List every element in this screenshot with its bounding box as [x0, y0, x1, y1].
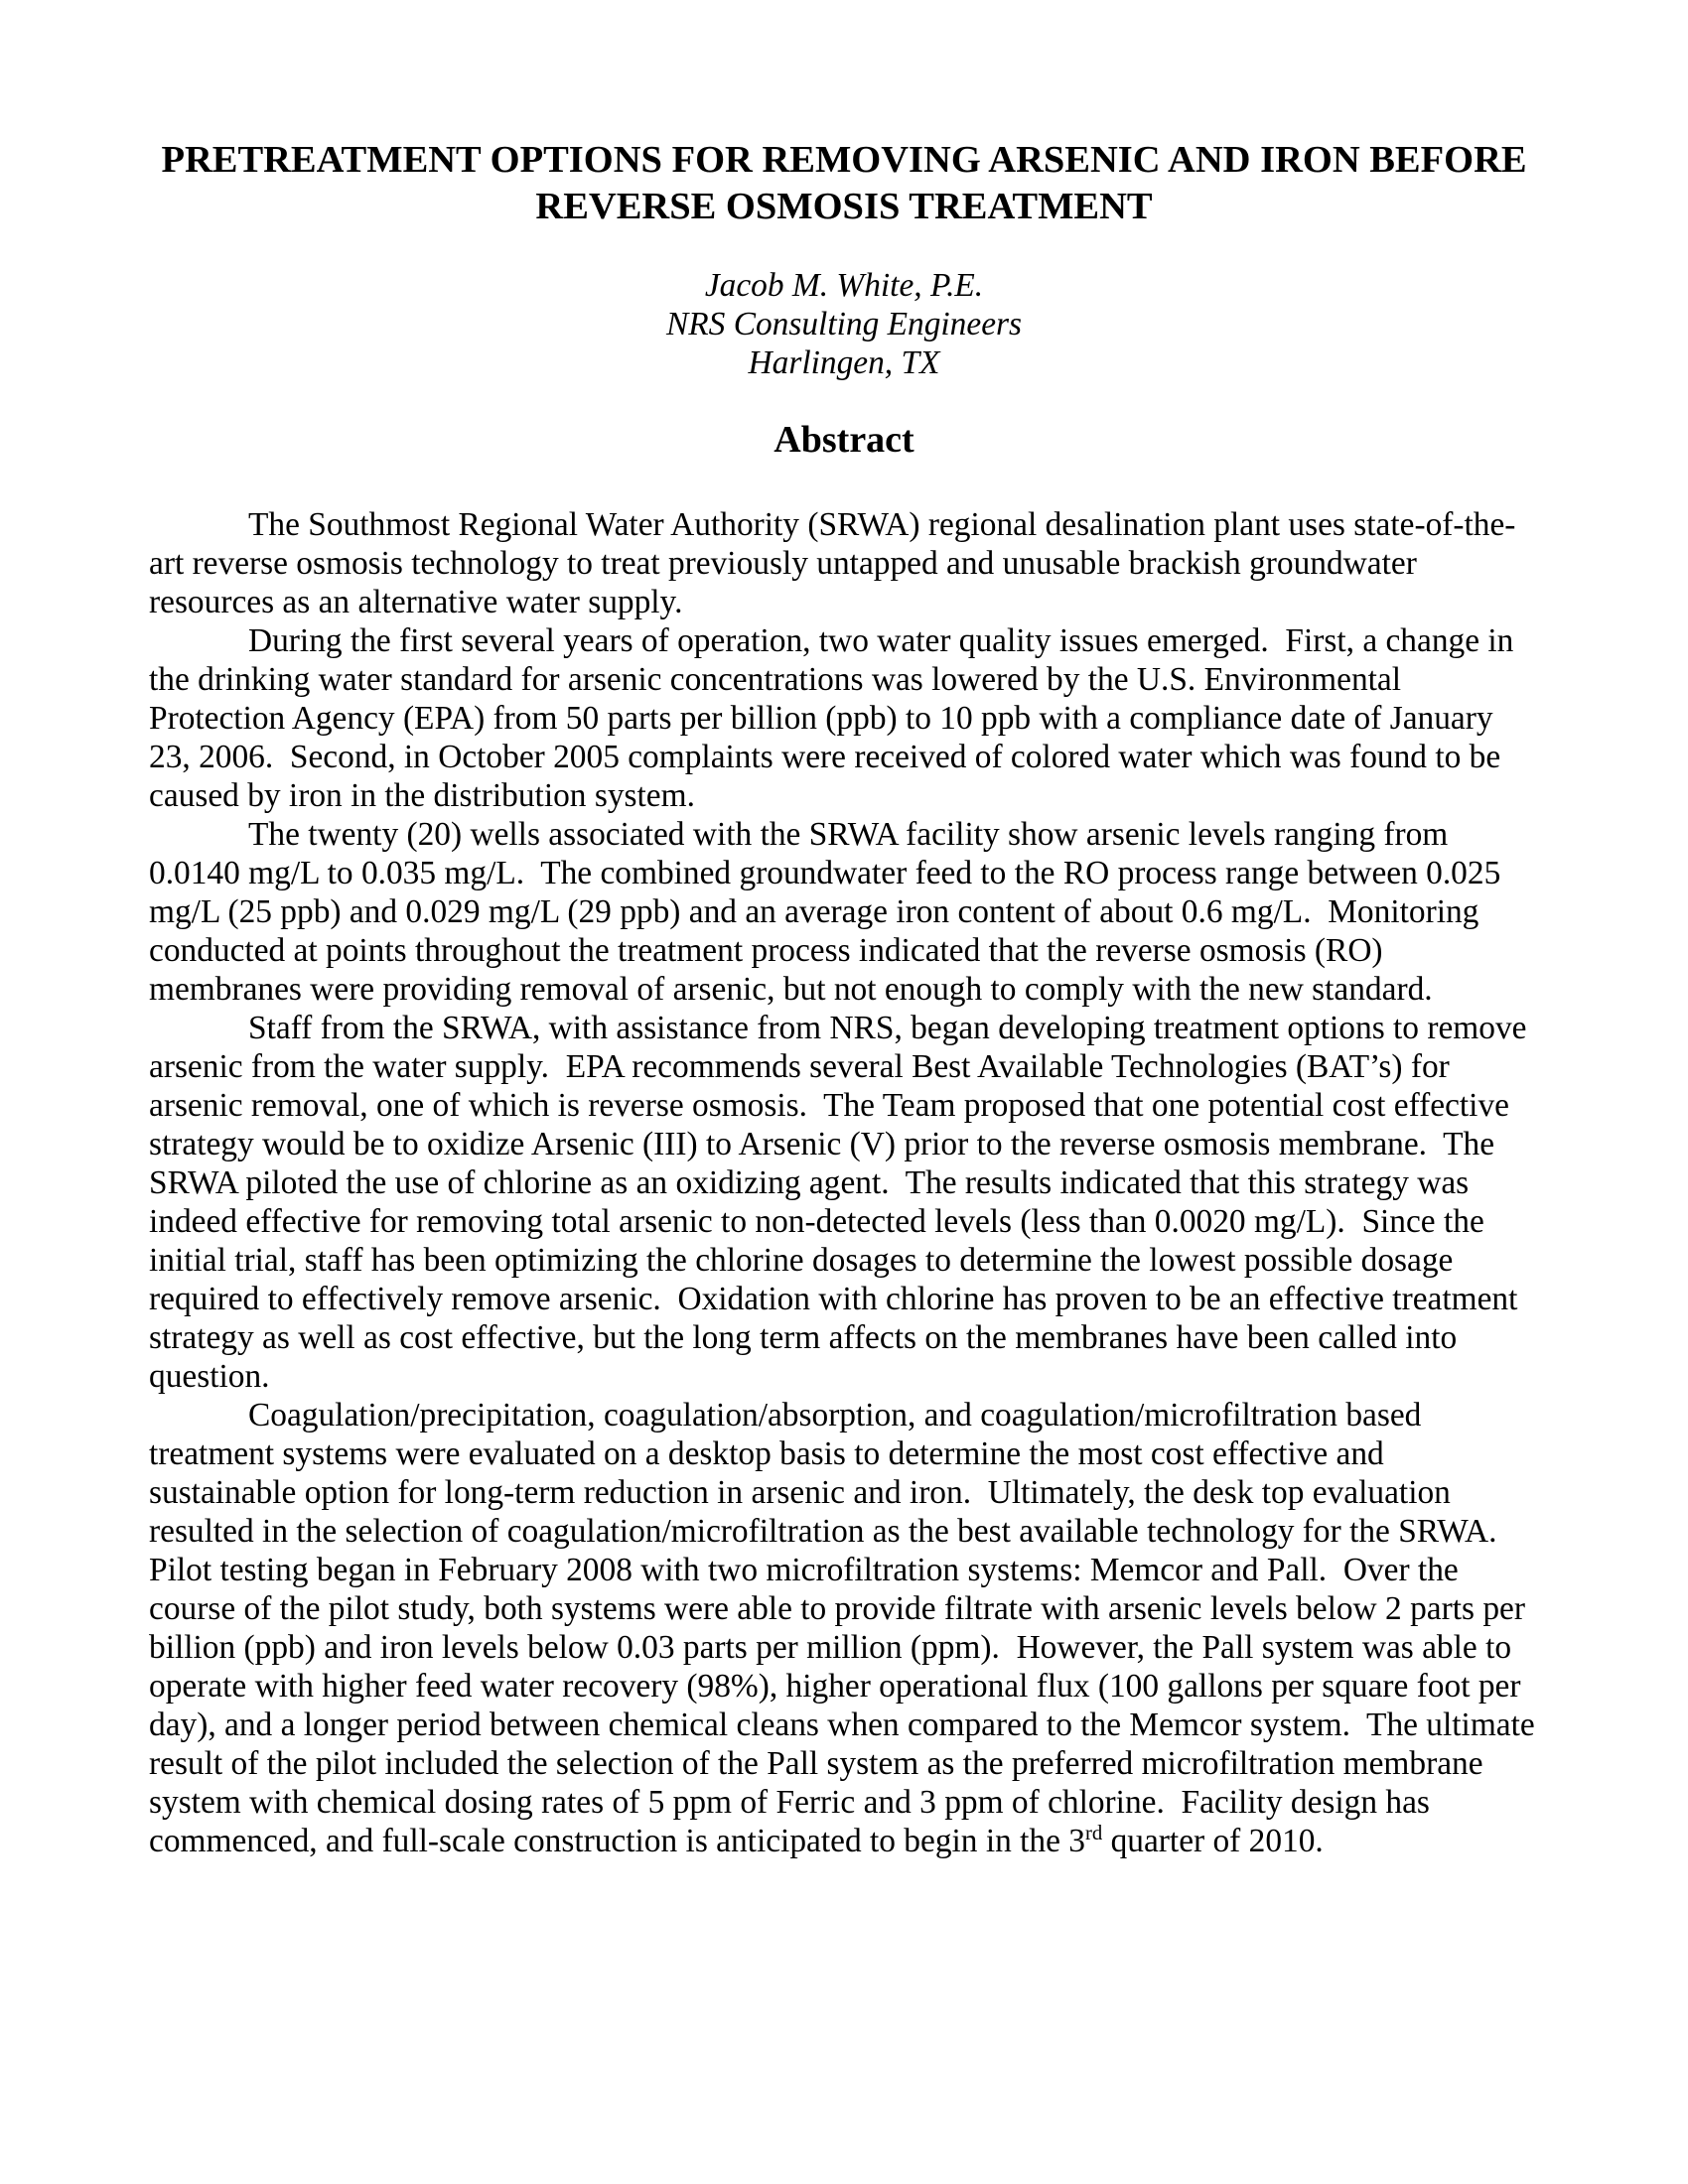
- author-name: Jacob M. White, P.E.: [704, 267, 984, 304]
- paper-title: PRETREATMENT OPTIONS FOR REMOVING ARSENIC AND IRON BEFORE REVERSE OSMOSIS TREATMENT: [161, 139, 1537, 227]
- abstract-paragraph-4: Staff from the SRWA, with assistance from NRS, began developing treatment options to remove arsenic from the water supply. EPA recommends several Best Available Technologies (BAT’s) for arsenic removal, one of which is reverse osmosis. The Team proposed that one potential cost effective strategy would be to oxidize Arsenic (III) to Arsenic (V) prior to the reverse osmosis membrane. The SRWA piloted the use of chlorine as an oxidizing agent. The results indicated that this strategy was indeed effective for removing total arsenic to non-detected levels (less than 0.0020 mg/L). Since the initial trial, staff has been optimizing the chlorine dosages to determine the lowest possible dosage required to effectively remove arsenic. Oxidation with chlorine has proven to be an effective treatment strategy as well as cost effective, but the long term affects on the membranes have been called into question.: [149, 1010, 1535, 1395]
- abstract-paragraph-5: [149, 1396, 1544, 1860]
- abstract-paragraph-5-text: Coagulation/precipitation, coagulation/absorption, and coagulation/microfiltration based treatment systems were evaluated on a desktop basis to determine the most cost effective and sustainable option for long-term reduction in arsenic and iron. Ultimately, the desk top evaluation resulted in the selection of coagulation/microfiltration as the best available technology for the SRWA. Pilot testing began in February 2008 with two microfiltration systems: Memcor and Pall. Over the course of the pilot study, both systems were able to provide filtrate with arsenic levels below 2 parts per billion (ppb) and iron levels below 0.03 parts per million (ppm). However, the Pall system was able to operate with higher feed water recovery (98%), higher operational flux (100 gallons per square foot per day), and a longer period between chemical cleans when compared to the Memcor system. The ultimate result of the pilot included the selection of the Pall system as the preferred microfiltration membrane system with chemical dosing rates of 5 ppm of Ferric and 3 ppm of chlorine. Facility design has commenced, and full-scale construction is anticipated to begin in the 3: [149, 1397, 1544, 1859]
- author-affiliation: NRS Consulting Engineers: [665, 306, 1023, 342]
- abstract-paragraph-3: The twenty (20) wells associated with the SRWA facility show arsenic levels ranging from 0.0140 mg/L to 0.035 mg/L. The combined groundwater feed to the RO process range between 0.025 mg/L (25 ppb) and 0.029 mg/L (29 ppb) and an average iron content of about 0.6 mg/L. Monitoring conducted at points throughout the treatment process indicated that the reverse osmosis (RO) membranes were providing removal of arsenic, but not enough to comply with the new standard.: [149, 816, 1509, 1008]
- abstract-heading: Abstract: [774, 419, 914, 461]
- author-block: [149, 266, 1539, 382]
- abstract-body: [149, 505, 1544, 1860]
- author-location: Harlingen, TX: [748, 344, 940, 381]
- ordinal-superscript: rd: [1085, 1822, 1103, 1844]
- abstract-paragraph-1: The Southmost Regional Water Authority (SRWA) regional desalination plant uses state-of-the-art reverse osmosis technology to treat previously untapped and unusable brackish groundwater resources as an alternative water supply.: [149, 506, 1516, 620]
- abstract-paragraph-2: During the first several years of operation, two water quality issues emerged. First, a change in the drinking water standard for arsenic concentrations was lowered by the U.S. Environmental Protection Agency (EPA) from 50 parts per billion (ppb) to 10 ppb with a compliance date of January 23, 2006. Second, in October 2005 complaints were received of colored water which was found to be caused by iron in the distribution system.: [149, 622, 1522, 814]
- abstract-paragraph-5-end: quarter of 2010.: [1102, 1823, 1324, 1859]
